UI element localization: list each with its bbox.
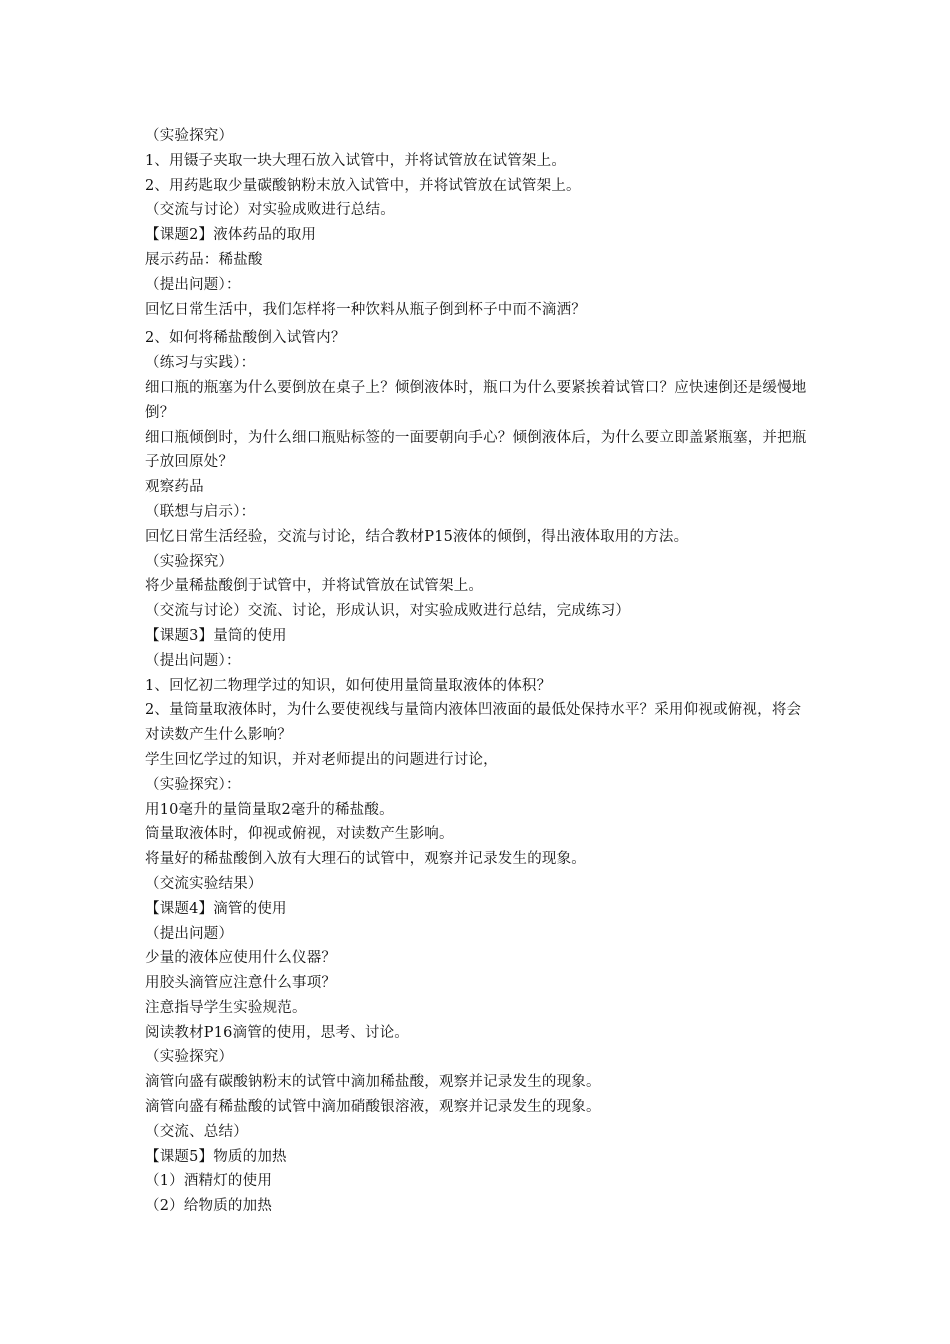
list-item: （2）给物质的加热	[145, 1198, 273, 1215]
topic-heading: 【课题2】液体药品的取用	[145, 227, 317, 244]
text-line: 1、用镊子夹取一块大理石放入试管中，并将试管放在试管架上。	[145, 152, 567, 169]
list-item: （1）酒精灯的使用	[145, 1173, 273, 1190]
document-body	[145, 124, 815, 1219]
text-line: 少量的液体应使用什么仪器？	[145, 950, 337, 967]
text-line: 回忆日常生活经验，交流与讨论，结合教材P15液体的倾倒，得出液体取用的方法。	[145, 528, 689, 545]
section-label: （联想与启示）：	[145, 503, 256, 520]
text-line: 观察药品	[145, 479, 204, 496]
section-label: （交流实验结果）	[145, 875, 263, 892]
section-label: （提出问题）：	[145, 652, 241, 669]
section-label: （提出问题）：	[145, 276, 241, 293]
section-label: （提出问题）	[145, 925, 234, 942]
text-line: 将少量稀盐酸倒于试管中，并将试管放在试管架上。	[145, 578, 484, 595]
text-line: 回忆日常生活中，我们怎样将一种饮料从瓶子倒到杯子中而不滴洒？	[145, 301, 586, 318]
text-line: 筒量取液体时，仰视或俯视，对读数产生影响。	[145, 826, 454, 843]
text-line: 展示药品：稀盐酸	[145, 251, 263, 268]
text-line: 滴管向盛有稀盐酸的试管中滴加硝酸银溶液，观察并记录发生的现象。	[145, 1099, 601, 1116]
text-line: 2、用药匙取少量碳酸钠粉末放入试管中，并将试管放在试管架上。	[145, 177, 581, 194]
text-paragraph: 2、量筒量取液体时，为什么要使视线与量筒内液体凹液面的最低处保持水平？采用仰视或俯视，将会对读数产生什么影响？	[145, 702, 802, 744]
topic-heading: 【课题5】物质的加热	[145, 1148, 287, 1165]
text-line: 用10毫升的量筒量取2毫升的稀盐酸。	[145, 801, 394, 818]
text-line: 将量好的稀盐酸倒入放有大理石的试管中，观察并记录发生的现象。	[145, 851, 586, 868]
text-line: 用胶头滴管应注意什么事项？	[145, 975, 337, 992]
text-line: 1、回忆初二物理学过的知识，如何使用量筒量取液体的体积？	[145, 677, 552, 694]
section-label: （交流与讨论）对实验成败进行总结。	[145, 202, 395, 219]
section-label: （实验探究）：	[145, 776, 241, 793]
section-label: （交流与讨论）交流、讨论，形成认识，对实验成败进行总结，完成练习）	[145, 603, 631, 620]
text-paragraph: 细口瓶的瓶塞为什么要倒放在桌子上？倾倒液体时，瓶口为什么要紧挨着试管口？应快速倒还是缓慢地倒？	[145, 379, 807, 421]
section-label: （交流、总结）	[145, 1123, 248, 1140]
section-label: （实验探究）	[145, 553, 234, 570]
text-line: 滴管向盛有碳酸钠粉末的试管中滴加稀盐酸，观察并记录发生的现象。	[145, 1074, 601, 1091]
section-label: （练习与实践）：	[145, 355, 256, 372]
text-line: 学生回忆学过的知识，并对老师提出的问题进行讨论，	[145, 751, 498, 768]
text-line: 2、如何将稀盐酸倒入试管内？	[145, 330, 346, 347]
text-line: 阅读教材P16滴管的使用，思考、讨论。	[145, 1024, 410, 1041]
section-label: （实验探究）	[145, 1049, 234, 1066]
text-paragraph: 细口瓶倾倒时，为什么细口瓶贴标签的一面要朝向手心？倾倒液体后，为什么要立即盖紧瓶塞，并把瓶子放回原处？	[145, 429, 807, 471]
text-line: 注意指导学生实验规范。	[145, 999, 307, 1016]
topic-heading: 【课题4】滴管的使用	[145, 900, 287, 917]
topic-heading: 【课题3】量筒的使用	[145, 627, 287, 644]
section-label: （实验探究）	[145, 128, 234, 144]
